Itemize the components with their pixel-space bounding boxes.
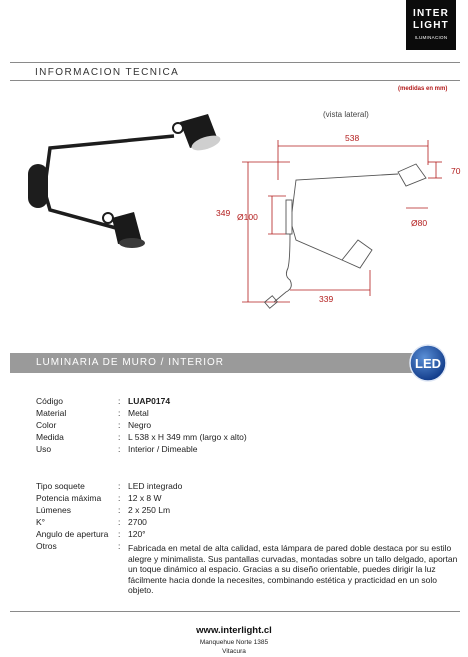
product-image <box>20 100 230 260</box>
lamp-outline <box>265 164 426 308</box>
led-badge-text: LED <box>415 356 441 371</box>
spec-label: Color <box>36 420 57 430</box>
footer-divider <box>10 611 460 612</box>
spec-separator: : <box>118 517 121 527</box>
brand-logo-line3: ILUMINACION <box>414 35 448 40</box>
section-title-product-type: LUMINARIA DE MURO / INTERIOR <box>36 357 225 368</box>
brand-logo-line1: INTER <box>413 8 449 19</box>
drawing-lower-shade <box>342 240 372 268</box>
spec-label: Otros <box>36 541 57 551</box>
spec-label: Angulo de apertura <box>36 529 109 539</box>
footer-city: Vitacura <box>222 648 246 655</box>
description-text: Fabricada en metal de alta calidad, esta lámpara de pared doble destaca por su estilo alegre y minimalista. Sus pantallas curvadas, montadas sobre un tallo delgado, aportan un toque dinámico al espacio. Gracias a su diseño orientable, puedes dirigir la luz fácilmente hacia donde la necesites, combinando estética y practicidad en un solo objeto. <box>128 543 458 596</box>
units-note: (medidas en mm) <box>398 86 448 92</box>
product-lamp-illustration <box>28 114 222 248</box>
spec-label: Potencia máxima <box>36 493 102 503</box>
spec-label: Medida <box>36 432 64 442</box>
drawing-cable <box>274 234 291 302</box>
spec-value: Interior / Dimeable <box>128 444 198 454</box>
spec-value: 12 x 8 W <box>128 493 162 503</box>
header-divider-bottom <box>10 80 460 81</box>
spec-label: Lúmenes <box>36 505 71 515</box>
spec-separator: : <box>118 420 121 430</box>
dim-shade-diameter-label: Ø80 <box>411 218 428 228</box>
dim-height-label: 349 <box>216 208 231 218</box>
wall-base-shape <box>28 164 48 208</box>
spec-label: Código <box>36 396 63 406</box>
drawing-upper-arm <box>292 174 398 212</box>
spec-separator: : <box>118 529 121 539</box>
section-title-technical-info: INFORMACION TECNICA <box>35 67 180 78</box>
spec-label: K° <box>36 517 46 527</box>
brand-logo-line2: LIGHT <box>413 20 449 31</box>
dim-shade-height-label: 70 <box>451 166 461 176</box>
dim-lower-arm-label: 339 <box>319 294 334 304</box>
spec-separator: : <box>118 444 121 454</box>
drawing-view-label: (vista lateral) <box>323 110 369 119</box>
spec-value: 2 x 250 Lm <box>128 505 171 515</box>
spec-label: Uso <box>36 444 52 454</box>
drawing-upper-shade <box>398 164 426 186</box>
spec-separator: : <box>118 541 121 551</box>
spec-value: Metal <box>128 408 149 418</box>
spec-value: LED integrado <box>128 481 183 491</box>
led-badge <box>408 343 448 383</box>
spec-label: Tipo soquete <box>36 481 85 491</box>
spec-label: Material <box>36 408 67 418</box>
spec-separator: : <box>118 408 121 418</box>
spec-separator: : <box>118 432 121 442</box>
spec-value: 120° <box>128 529 146 539</box>
header-divider-top <box>10 62 460 63</box>
spec-separator: : <box>118 505 121 515</box>
dim-base-diameter-label: Ø100 <box>237 212 258 222</box>
upper-arm-shape <box>46 136 174 178</box>
footer-address: Manquehue Norte 1385 <box>199 639 269 646</box>
spec-separator: : <box>118 481 121 491</box>
brand-logo <box>406 0 456 50</box>
footer-website-link[interactable]: www.interlight.cl <box>196 625 272 636</box>
spec-value: Negro <box>128 420 152 430</box>
spec-separator: : <box>118 493 121 503</box>
spec-value: 2700 <box>128 517 147 527</box>
spec-value: L 538 x H 349 mm (largo x alto) <box>128 432 247 442</box>
spec-separator: : <box>118 396 121 406</box>
drawing-wall-plate <box>286 200 292 234</box>
drawing-lower-arm <box>292 226 342 260</box>
spec-value: LUAP0174 <box>128 396 171 406</box>
dim-width-label: 538 <box>345 133 360 143</box>
